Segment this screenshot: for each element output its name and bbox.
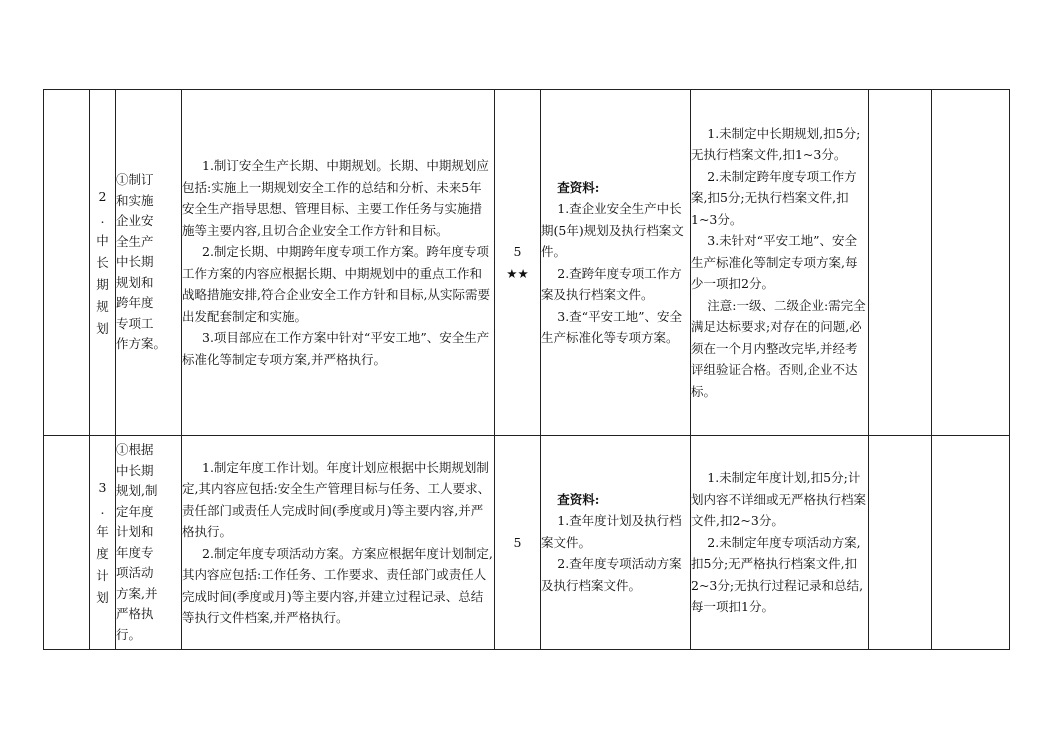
- assessment-table: [43, 89, 1010, 650]
- check-method-cell: [541, 436, 691, 650]
- standard-item: 2.未制定跨年度专项工作方案,扣5分;无执行档案文件,扣1~3分。: [691, 168, 857, 227]
- check-item: 2.查跨年度专项工作方案及执行档案文件。: [541, 265, 682, 302]
- standard-item: 注意:一级、二级企业:需完全满足达标要求;对存在的问题,必须在一个月内整改完毕,并经考评组验证合格。否则,企业不达标。: [691, 297, 866, 399]
- check-item: 3.查“平安工地”、安全生产标准化等专项方案。: [541, 308, 682, 345]
- content-paragraph: 3.项目部应在工作方案中针对“平安工地”、安全生产标准化等制定专项方案,并严格执行。: [182, 330, 490, 367]
- blank-cell: [869, 90, 932, 436]
- check-title: 查资料:: [557, 491, 600, 507]
- blank-cell: [869, 436, 932, 650]
- blank-cell: [932, 90, 1010, 436]
- table-row: [44, 436, 1010, 650]
- content-paragraph: 2.制定长期、中期跨年度专项工作方案。跨年度专项工作方案的内容应根据长期、中期规划中的重点工作和战略措施安排,符合企业安全工作方针和目标,从实际需要出发配套制定和实施。: [182, 244, 490, 324]
- score-cell: 5 ★★: [495, 90, 541, 436]
- check-item: 1.查年度计划及执行档案文件。: [541, 513, 682, 550]
- blank-cell: [44, 436, 90, 650]
- content-paragraph: 1.制定年度工作计划。年度计划应根据中长期规划制定,其内容应包括:安全生产管理目标与任务、工人要求、责任部门或责任人完成时间(季度或月)等主要内容,并严格执行。: [182, 459, 491, 539]
- blank-cell: [932, 436, 1010, 650]
- blank-cell: [44, 90, 90, 436]
- standard-item: 3.未针对“平安工地”、安全生产标准化等制定专项方案,每少一项扣2分。: [691, 233, 858, 292]
- check-item: 2.查年度专项活动方案及执行档案文件。: [541, 556, 682, 593]
- check-item: 1.查企业安全生产中长期(5年)规划及执行档案文件。: [541, 201, 684, 259]
- item-cell: ①制订 和实施 企业安 全生产 中长期 规划和 跨年度 专项工 作方案。: [116, 90, 182, 436]
- check-method-cell: [541, 90, 691, 436]
- category-cell: 2 . 中 长 期 规 划: [90, 90, 116, 436]
- content-cell: [182, 90, 495, 436]
- category-cell: 3 . 年 度 计 划: [90, 436, 116, 650]
- check-title: 查资料:: [557, 179, 600, 195]
- standard-item: 1.未制定中长期规划,扣5分;无执行档案文件,扣1~3分。: [691, 125, 861, 163]
- content-paragraph: 1.制订安全生产长期、中期规划。长期、中期规划应包括:实施上一期规划安全工作的总结和分析、未来5年安全生产指导思想、管理目标、主要工作任务与实施措施等主要内容,且切合企业安全工作方针和目标。: [182, 158, 489, 238]
- table-row: [44, 90, 1010, 436]
- score-cell: 5: [495, 436, 541, 650]
- standard-item: 1.未制定年度计划,扣5分;计划内容不详细或无严格执行档案文件,扣2~3分。: [691, 470, 867, 529]
- standard-cell: [691, 90, 869, 436]
- content-cell: [182, 436, 495, 650]
- standard-item: 2.未制定年度专项活动方案,扣5分;无严格执行档案文件,扣2~3分;无执行过程记录和总结,每一项扣1分。: [691, 534, 864, 615]
- content-paragraph: 2.制定年度专项活动方案。方案应根据年度计划制定,其内容应包括:工作任务、工作要求、责任部门或责任人完成时间(季度或月)等主要内容,并建立过程记录、总结等执行文件档案,并严格执行。: [182, 545, 493, 625]
- standard-cell: [691, 436, 869, 650]
- item-cell: ①根据 中长期 规划,制 定年度 计划和 年度专 项活动 方案,并 严格执 行。: [116, 436, 182, 650]
